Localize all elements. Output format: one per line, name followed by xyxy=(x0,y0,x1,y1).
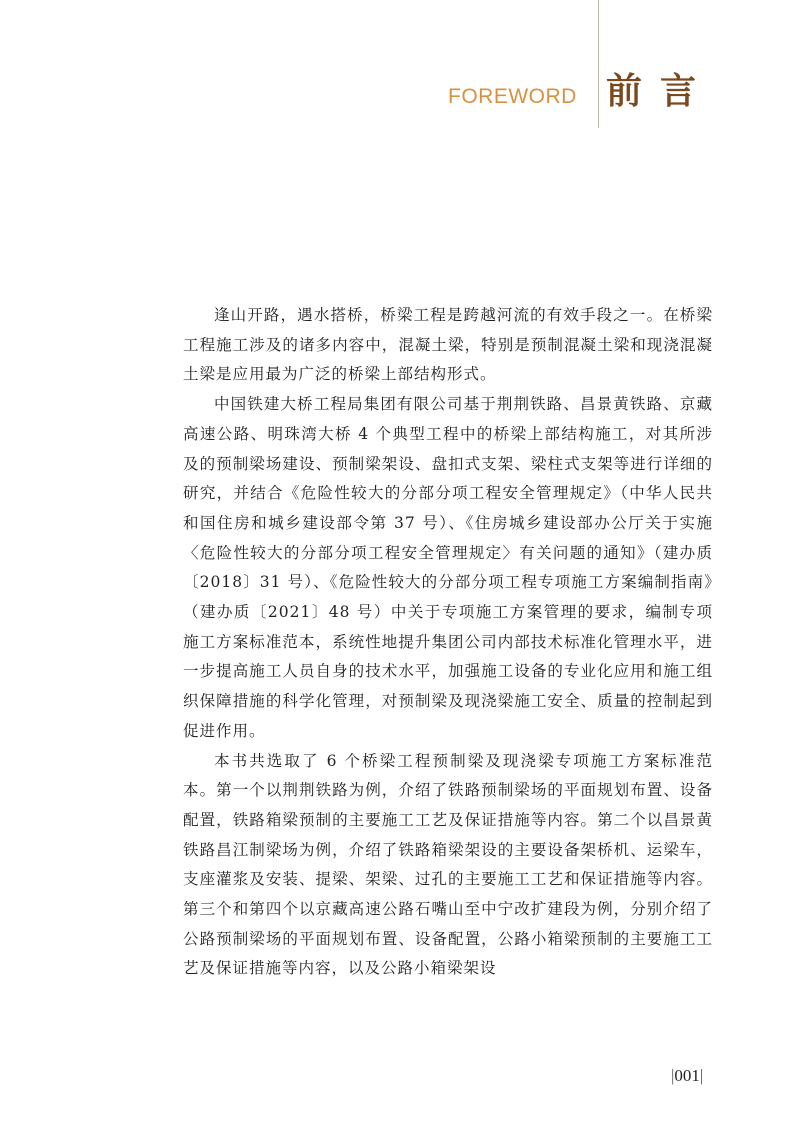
paragraph-3: 本书共选取了 6 个桥梁工程预制梁及现浇梁专项施工方案标准范本。第一个以荆荆铁路为例，介绍了铁路预制梁场的平面规划布置、设备配置，铁路箱梁预制的主要施工工艺及保证措施等内容。第二个以昌景黄铁路昌江制梁场为例，介绍了铁路箱梁架设的主要设备架桥机、运梁车，支座灌浆及安装、提梁、架梁、过孔的主要施工工艺和保证措施等内容。第三个和第四个以京藏高速公路石嘴山至中宁改扩建段为例，分别介绍了公路预制梁场的平面规划布置、设备配置，公路小箱梁预制的主要施工工艺及保证措施等内容，以及公路小箱梁架设 xyxy=(183,751,713,978)
foreword-chinese-title: 前言 xyxy=(606,71,715,112)
foreword-body xyxy=(183,301,713,984)
foreword-english-title: FOREWORD xyxy=(448,85,577,108)
header-divider-line xyxy=(598,0,599,128)
page-number-left-bar: | xyxy=(671,1066,675,1085)
paragraph-2: 中国铁建大桥工程局集团有限公司基于荆荆铁路、昌景黄铁路、京藏高速公路、明珠湾大桥 4 个典型工程中的桥梁上部结构施工，对其所涉及的预制梁场建设、预制梁架设、盘扣式支架、梁柱式支架等进行详细的研究，并结合《危险性较大的分部分项工程安全管理规定》（中华人民共和国住房和城乡建设部令第 37 号）、《住房城乡建设部办公厅关于实施〈危险性较大的分部分项工程安全管理规定〉有关问题的通知》（建办质〔2018〕31 号）、《危险性较大的分部分项工程专项施工方案编制指南》（建办质〔2021〕48 号）中关于专项施工方案管理的要求，编制专项施工方案标准范本，系统性地提升集团公司内部技术标准化管理水平，进一步提高施工人员自身的技术水平，加强施工设备的专业化应用和施工组织保障措施的科学化管理，对预制梁及现浇梁施工安全、质量的控制起到促进作用。 xyxy=(183,395,713,740)
page-number xyxy=(671,1066,703,1086)
page-number-right-bar: | xyxy=(699,1066,704,1085)
page-number-value: 001 xyxy=(674,1066,700,1085)
paragraph-1: 逢山开路，遇水搭桥，桥梁工程是跨越河流的有效手段之一。在桥梁工程施工涉及的诸多内容中，混凝土梁，特别是预制混凝土梁和现浇混凝土梁是应用最为广泛的桥梁上部结构形式。 xyxy=(183,306,713,384)
